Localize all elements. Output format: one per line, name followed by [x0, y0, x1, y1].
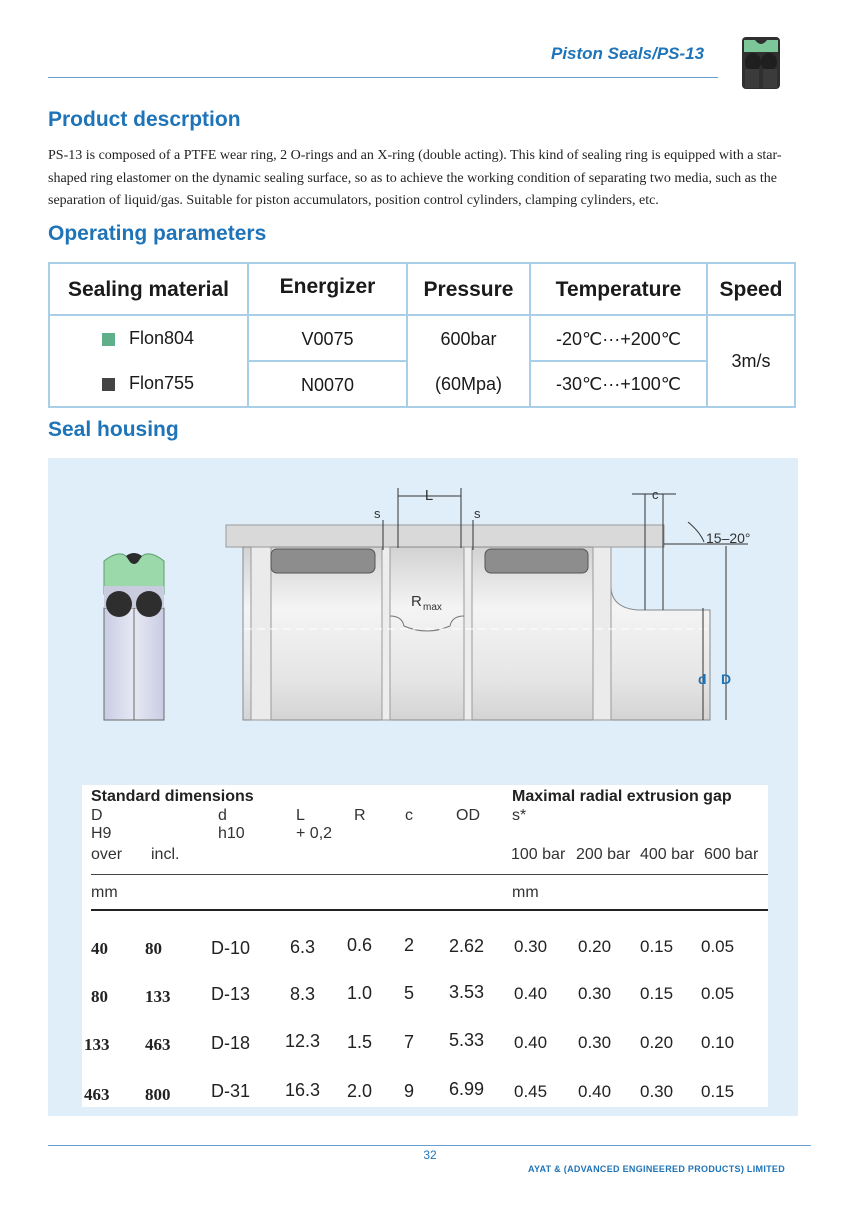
- row-L: 12.3: [285, 1031, 321, 1051]
- seal-housing-heading: Seal housing: [48, 418, 179, 441]
- col-L: L: [296, 807, 305, 824]
- row-gap-100: 0.45: [514, 1082, 548, 1101]
- row-incl: 463: [145, 1035, 171, 1054]
- row-gap-100: 0.40: [514, 1033, 548, 1052]
- label-s-right: s: [474, 506, 481, 521]
- row-over: 80: [91, 987, 108, 1006]
- row-gap-600: 0.05: [701, 937, 735, 956]
- energizer-value: N0070: [300, 375, 355, 395]
- row-c: 2: [404, 935, 415, 955]
- footer-company: AYAT & (ADVANCED ENGINEERED PRODUCTS) LIMITED: [528, 1164, 786, 1174]
- row-L: 16.3: [285, 1080, 321, 1100]
- row-L: 8.3: [290, 984, 316, 1004]
- row-code: D-18: [211, 1033, 251, 1053]
- header-speed: Speed: [719, 277, 783, 301]
- row-incl: 80: [145, 939, 162, 958]
- D-tolerance: H9: [91, 825, 112, 842]
- product-description-text: PS-13 is composed of a PTFE wear ring, 2 O-rings and an X-ring (double acting). This kind of sealing ring is equipped with a star-shaped ring elastomer on the dynamic sealing surface, so as to achieve the working condition of separating two media, such as the separation of liquid/gas. Suitable for piston accumulators, position control cylinders, clamping cylinders, etc.: [48, 148, 782, 208]
- row-gap-200: 0.40: [578, 1082, 612, 1101]
- material-row-flon755: [102, 373, 194, 394]
- row-gap-600: 0.15: [701, 1082, 735, 1101]
- temperature-value: -20℃···+200℃: [556, 329, 681, 349]
- pressure-600: 600 bar: [704, 846, 759, 863]
- row-gap-100: 0.30: [514, 937, 548, 956]
- standard-dimensions-table: [82, 785, 768, 1107]
- header-divider: [48, 77, 718, 78]
- footer-divider: [48, 1145, 811, 1146]
- row-gap-400: 0.20: [640, 1033, 674, 1052]
- material-name: Flon755: [129, 373, 195, 393]
- label-s-left: s: [374, 506, 381, 521]
- label-R-subscript: max: [423, 602, 442, 613]
- col-incl: incl.: [151, 846, 180, 863]
- col-d: d: [218, 807, 227, 824]
- row-gap-400: 0.30: [640, 1082, 674, 1101]
- header-rule: [91, 909, 768, 911]
- material-color-swatch: [102, 333, 115, 346]
- row-gap-200: 0.20: [578, 937, 612, 956]
- row-OD: 5.33: [449, 1030, 485, 1050]
- pressure-value: 600bar: [440, 329, 497, 349]
- seal-profile-icon: [741, 36, 781, 90]
- d-tolerance: h10: [218, 825, 245, 842]
- label-L: L: [424, 487, 434, 504]
- standard-dimensions-title: Standard dimensions: [91, 788, 254, 805]
- row-over: 463: [84, 1085, 110, 1104]
- row-code: D-31: [211, 1081, 251, 1101]
- row-incl: 133: [145, 987, 171, 1006]
- header-energizer: Energizer: [249, 264, 408, 315]
- row-incl: 800: [145, 1085, 171, 1104]
- row-L: 6.3: [290, 937, 316, 957]
- pressure-400: 400 bar: [640, 846, 695, 863]
- material-color-swatch: [102, 378, 115, 391]
- label-R: R: [411, 593, 422, 610]
- extrusion-gap-title: Maximal radial extrusion gap: [512, 788, 732, 805]
- row-gap-600: 0.10: [701, 1033, 735, 1052]
- page-number: 32: [423, 1148, 437, 1162]
- label-D: D: [721, 671, 732, 687]
- unit-left: mm: [91, 884, 118, 901]
- unit-right: mm: [512, 884, 539, 901]
- row-gap-200: 0.30: [578, 984, 612, 1003]
- label-d: d: [698, 671, 707, 687]
- header-temperature: Temperature: [531, 264, 708, 315]
- row-gap-400: 0.15: [640, 984, 674, 1003]
- col-s: s*: [512, 807, 527, 824]
- material-row-flon804: [102, 328, 194, 349]
- row-c: 7: [404, 1032, 415, 1052]
- temperature-value: -30℃···+100℃: [556, 374, 681, 394]
- page-header-title: Piston Seals/PS-13: [551, 44, 705, 63]
- row-R: 0.6: [347, 935, 373, 955]
- material-name: Flon804: [129, 328, 195, 348]
- L-tolerance: + 0,2: [296, 825, 333, 842]
- row-R: 1.0: [347, 983, 373, 1003]
- label-c: c: [652, 487, 659, 502]
- row-gap-200: 0.30: [578, 1033, 612, 1052]
- pressure-200: 200 bar: [576, 846, 631, 863]
- unit-divider: [91, 874, 768, 875]
- header-sealing-material: Sealing material: [50, 264, 249, 315]
- speed-value: 3m/s: [731, 351, 771, 371]
- row-code: D-13: [211, 984, 251, 1004]
- col-D: D: [91, 807, 103, 824]
- col-R: R: [354, 807, 366, 824]
- header-pressure: Pressure: [408, 264, 531, 315]
- row-gap-400: 0.15: [640, 937, 674, 956]
- row-c: 9: [404, 1081, 415, 1101]
- col-c: c: [405, 807, 413, 824]
- row-R: 1.5: [347, 1032, 373, 1052]
- col-OD: OD: [456, 807, 480, 824]
- operating-parameters-heading: Operating parameters: [48, 222, 267, 245]
- row-OD: 2.62: [449, 936, 485, 956]
- row-gap-600: 0.05: [701, 984, 735, 1003]
- pressure-value: (60Mpa): [434, 374, 503, 394]
- col-over: over: [91, 846, 123, 863]
- row-OD: 6.99: [449, 1079, 485, 1099]
- row-gap-100: 0.40: [514, 984, 548, 1003]
- row-c: 5: [404, 983, 415, 1003]
- seal-housing-diagram: [48, 458, 798, 778]
- seal-cross-section: [104, 553, 164, 720]
- row-over: 40: [91, 939, 108, 958]
- pressure-100: 100 bar: [511, 846, 566, 863]
- operating-parameters-table: [48, 262, 796, 408]
- energizer-value: V0075: [301, 329, 354, 349]
- product-description-heading: Product descrption: [48, 108, 241, 131]
- label-angle: 15–20°: [706, 530, 751, 546]
- row-code: D-10: [211, 938, 251, 958]
- row-OD: 3.53: [449, 982, 485, 1002]
- row-over: 133: [84, 1035, 110, 1054]
- row-R: 2.0: [347, 1081, 373, 1101]
